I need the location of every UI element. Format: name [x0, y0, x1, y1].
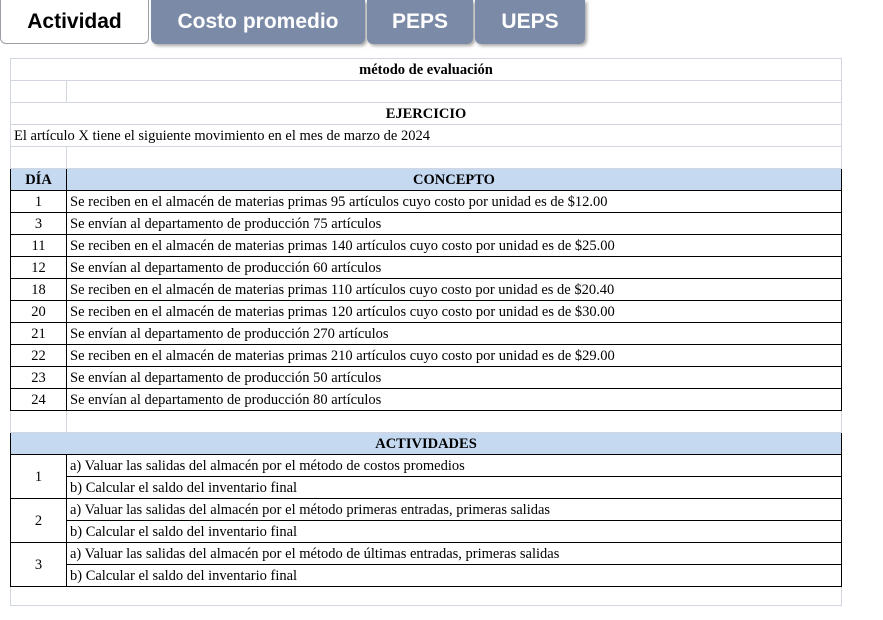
concept-cell[interactable]: Se reciben en el almacén de materias primas 95 artículos cuyo costo por unidad es de $12.00: [67, 191, 842, 213]
activity-task-a[interactable]: a) Valuar las salidas del almacén por el método primeras entradas, primeras salidas: [67, 499, 842, 521]
movement-row: [11, 257, 842, 279]
movement-row: [11, 323, 842, 345]
sheet-tab-bar: [0, 0, 883, 44]
movement-row: [11, 345, 842, 367]
movement-row: [11, 235, 842, 257]
day-cell[interactable]: 3: [11, 213, 67, 235]
exercise-heading[interactable]: EJERCICIO: [11, 103, 842, 125]
concept-cell[interactable]: Se reciben en el almacén de materias primas 140 artículos cuyo costo por unidad es de $25.00: [67, 235, 842, 257]
empty-cell[interactable]: [11, 81, 67, 103]
movement-row: [11, 389, 842, 411]
concept-cell[interactable]: Se reciben en el almacén de materias primas 120 artículos cuyo costo por unidad es de $30.00: [67, 301, 842, 323]
activity-task-b[interactable]: b) Calcular el saldo del inventario final: [67, 565, 842, 587]
tab-costo-promedio[interactable]: Costo promedio: [151, 0, 365, 44]
activity-task-b[interactable]: b) Calcular el saldo del inventario final: [67, 521, 842, 543]
movement-row: [11, 367, 842, 389]
concept-cell[interactable]: Se envían al departamento de producción 270 artículos: [67, 323, 842, 345]
movement-row: [11, 301, 842, 323]
day-cell[interactable]: 22: [11, 345, 67, 367]
activity-number[interactable]: 2: [11, 499, 67, 543]
activity-task-b[interactable]: b) Calcular el saldo del inventario final: [67, 477, 842, 499]
concept-cell[interactable]: Se envían al departamento de producción 50 artículos: [67, 367, 842, 389]
activity-number[interactable]: 3: [11, 543, 67, 587]
concept-cell[interactable]: Se envían al departamento de producción 60 artículos: [67, 257, 842, 279]
day-cell[interactable]: 11: [11, 235, 67, 257]
day-cell[interactable]: 18: [11, 279, 67, 301]
tab-peps[interactable]: PEPS: [367, 0, 473, 44]
exercise-sheet: [10, 58, 842, 587]
movement-row: [11, 191, 842, 213]
day-cell[interactable]: 24: [11, 389, 67, 411]
day-cell[interactable]: 23: [11, 367, 67, 389]
concept-cell[interactable]: Se envían al departamento de producción 75 artículos: [67, 213, 842, 235]
empty-cell[interactable]: [11, 411, 67, 433]
concept-cell[interactable]: Se reciben en el almacén de materias primas 210 artículos cuyo costo por unidad es de $29.00: [67, 345, 842, 367]
empty-cell[interactable]: [67, 81, 842, 103]
tab-actividad[interactable]: Actividad: [0, 0, 149, 44]
day-cell[interactable]: 12: [11, 257, 67, 279]
concept-cell[interactable]: Se envían al departamento de producción 80 artículos: [67, 389, 842, 411]
day-cell[interactable]: 21: [11, 323, 67, 345]
movement-row: [11, 213, 842, 235]
exercise-statement[interactable]: El artículo X tiene el siguiente movimiento en el mes de marzo de 2024: [11, 125, 842, 147]
concept-cell[interactable]: Se reciben en el almacén de materias primas 110 artículos cuyo costo por unidad es de $20.40: [67, 279, 842, 301]
movement-row: [11, 279, 842, 301]
day-header[interactable]: DÍA: [11, 169, 67, 191]
activity-number[interactable]: 1: [11, 455, 67, 499]
activity-task-a[interactable]: a) Valuar las salidas del almacén por el método de últimas entradas, primeras salidas: [67, 543, 842, 565]
empty-cell[interactable]: [11, 147, 67, 169]
activity-task-a[interactable]: a) Valuar las salidas del almacén por el método de costos promedios: [67, 455, 842, 477]
sheet-title[interactable]: método de evaluación: [11, 59, 842, 81]
day-cell[interactable]: 1: [11, 191, 67, 213]
activities-heading[interactable]: ACTIVIDADES: [11, 433, 842, 455]
day-cell[interactable]: 20: [11, 301, 67, 323]
empty-cell[interactable]: [67, 411, 842, 433]
empty-cell[interactable]: [67, 147, 842, 169]
concept-header[interactable]: CONCEPTO: [67, 169, 842, 191]
tab-ueps[interactable]: UEPS: [475, 0, 585, 44]
